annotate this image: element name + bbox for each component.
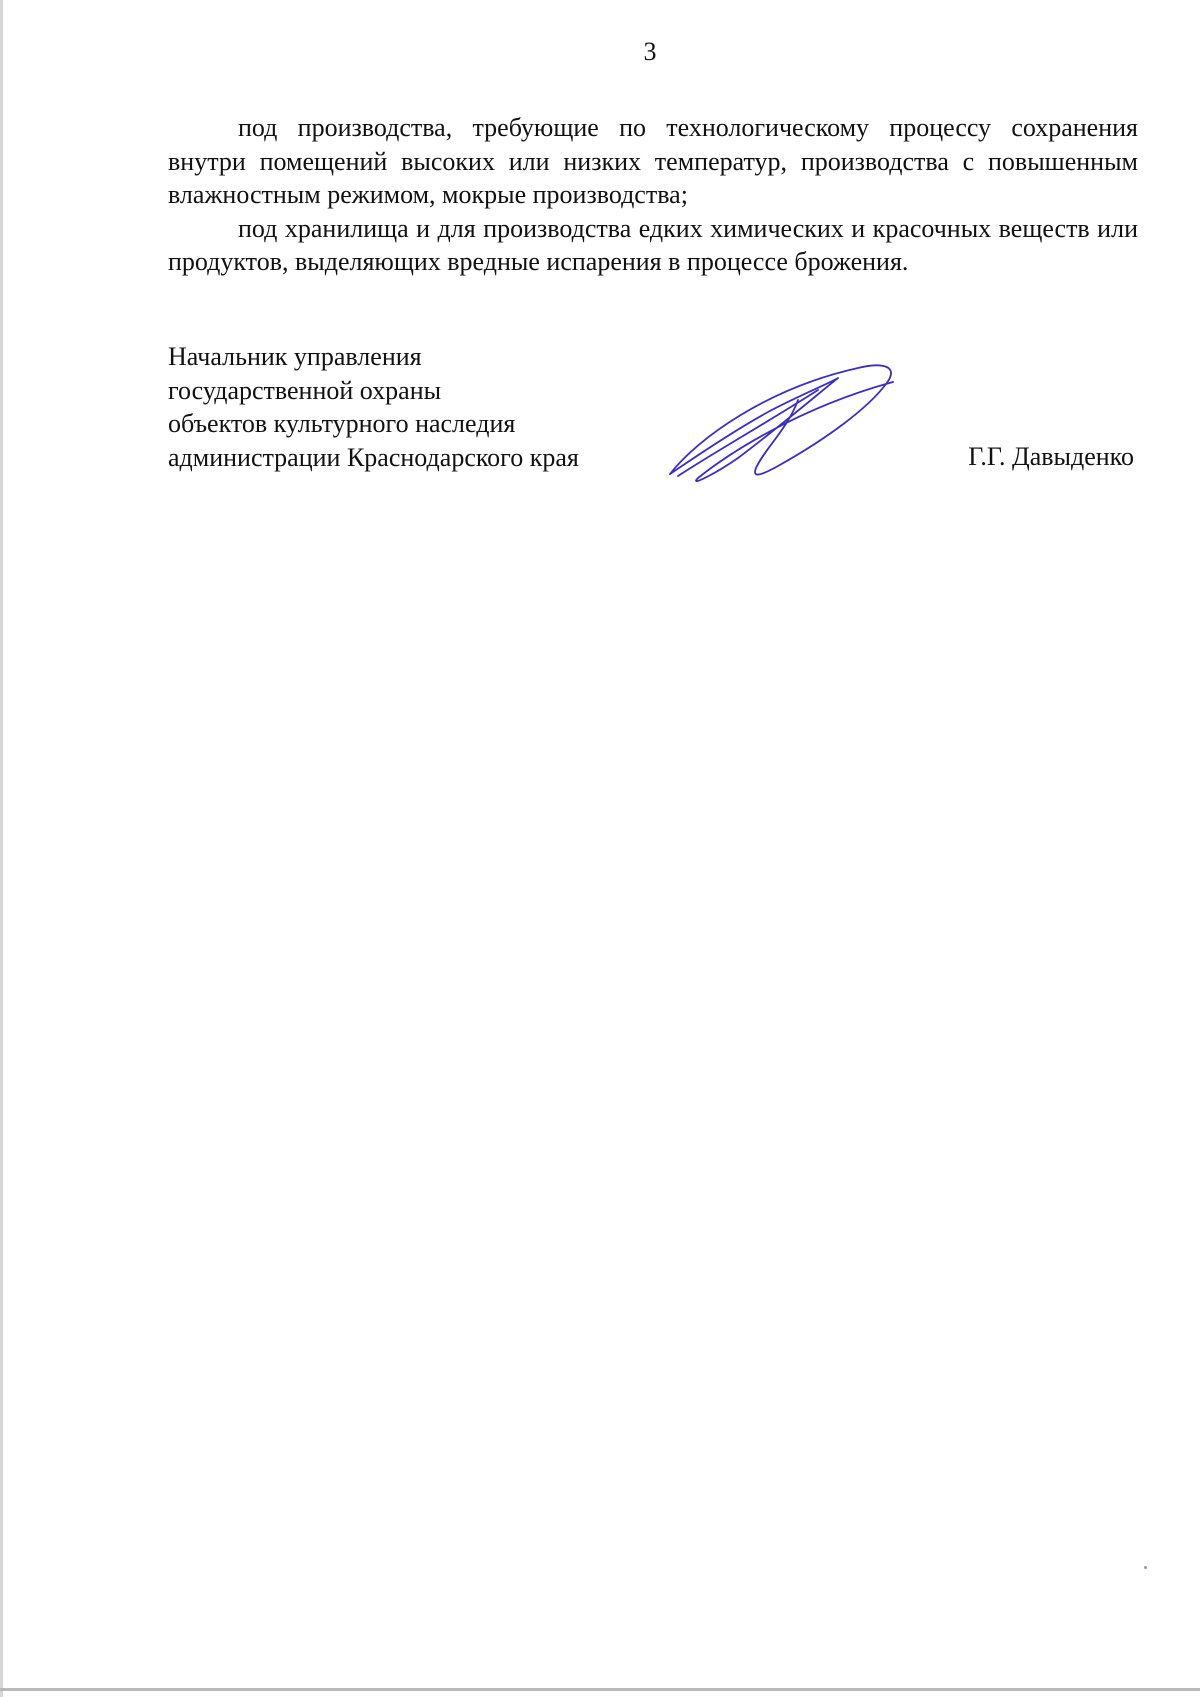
- signer-position-line-3: объектов культурного наследия: [168, 409, 516, 438]
- scan-speck: [1144, 1566, 1147, 1569]
- signer-position-line-1: Начальник управления: [168, 342, 422, 371]
- signer-position-line-2: государственной охраны: [168, 375, 442, 405]
- handwritten-signature: [668, 358, 908, 488]
- paragraph-storage-chemicals: под хранилища и для производства едких химических и красочных веществ или продуктов, выделяющих вредные испарения в процессе брожения.: [168, 213, 1138, 276]
- signature-stroke-loop: [670, 365, 891, 474]
- document-body: [168, 111, 1138, 279]
- page-edge-left: [0, 0, 3, 1697]
- page-edge-bottom: [0, 1688, 1200, 1691]
- page-number: 3: [643, 37, 657, 66]
- signature-block: [168, 340, 1138, 474]
- signer-name: Г.Г. Давыденко: [968, 442, 1134, 471]
- signature-stroke-tail: [678, 390, 818, 476]
- paragraph-production-conditions: под производства, требующие по технологическому процессу сохранения внутри помещений высоких или низких температур, производства с повышенным влажностным режимом, мокрые производства;: [168, 113, 1138, 209]
- signer-position-line-4: администрации Краснодарского края: [168, 442, 579, 472]
